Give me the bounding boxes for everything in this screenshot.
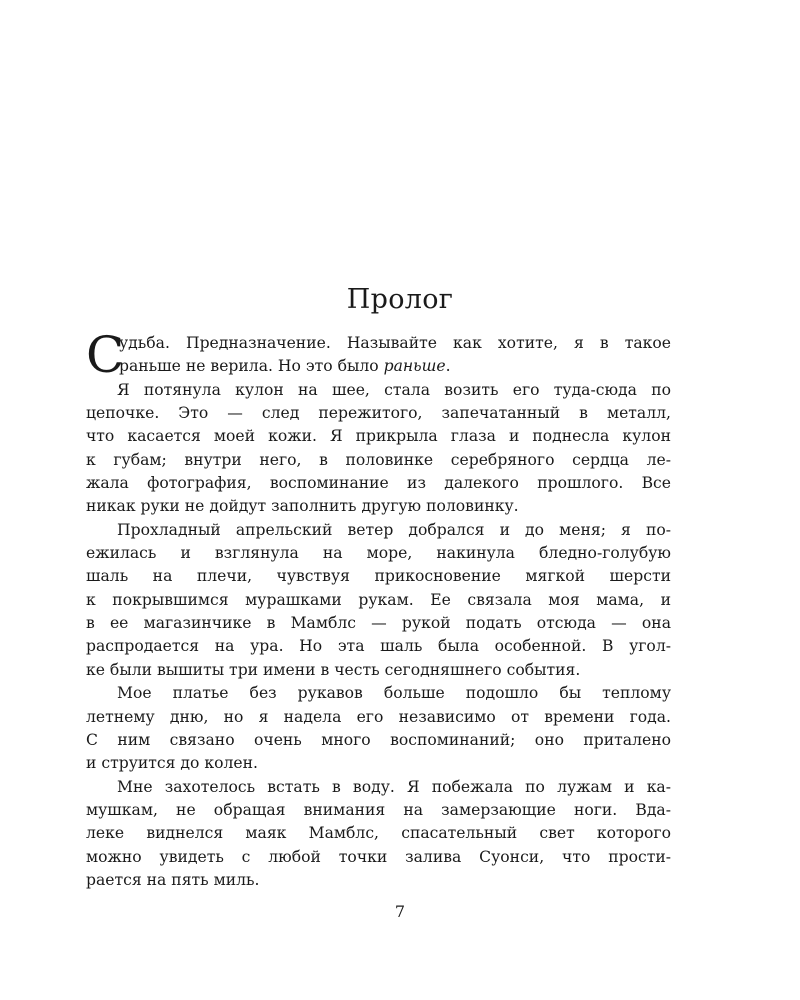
- text-line: Прохладный апрельский ветер добрался и до меня; я по-: [117, 520, 671, 539]
- text-line: леке виднелся маяк Мамблс, спасательный свет которого: [86, 824, 671, 843]
- text-line: жала фотография, воспоминание из далекого прошлого. Все: [86, 474, 671, 493]
- text-line: шаль на плечи, чувствуя прикосновение мягкой шерсти: [86, 567, 671, 586]
- drop-cap: С: [86, 326, 125, 384]
- text-line: в ее магазинчике в Мамблс — рукой подать отсюда — она: [86, 614, 671, 633]
- paragraph: [86, 519, 671, 682]
- text-line: что касается моей кожи. Я прикрыла глаза и поднесла кулон: [86, 427, 671, 446]
- chapter-title: Пролог: [346, 284, 454, 315]
- text-line: и струится до колен.: [86, 754, 258, 773]
- paragraph: [86, 326, 671, 384]
- text-line: [86, 355, 671, 378]
- text-line: можно увидеть с любой точки залива Суонси, что прости-: [86, 847, 671, 866]
- paragraph: [86, 379, 671, 519]
- text-line: Я потянула кулон на шее, стала возить его туда-сюда по: [117, 380, 671, 399]
- text-line: к покрывшимся мурашками рукам. Ее связала моя мама, и: [86, 590, 671, 609]
- text-line: Мне захотелось встать в воду. Я побежала по лужам и ка-: [117, 777, 671, 796]
- text-line: ежилась и взглянула на море, накинула бледно-голубую: [86, 544, 671, 563]
- page-number: 7: [394, 902, 406, 921]
- text-line: летнему дню, но я надела его независимо от времени года.: [86, 707, 671, 726]
- text-line: Мое платье без рукавов больше подошло бы теплому: [117, 684, 671, 703]
- line-text: .: [445, 357, 451, 376]
- chapter-body: [86, 326, 671, 892]
- italic-word: раньше: [383, 357, 446, 376]
- text-line: С ним связано очень много воспоминаний; оно приталено: [86, 730, 671, 749]
- text-line: ке были вышиты три имени в честь сегодняшнего события.: [86, 660, 581, 679]
- line-text: раньше не верила. Но это было: [119, 357, 384, 376]
- paragraph: [86, 682, 671, 775]
- text-line: к губам; внутри него, в половинке серебряного сердца ле-: [86, 450, 671, 469]
- text-line: рается на пять миль.: [86, 870, 260, 889]
- text-line: никак руки не дойдут заполнить другую половинку.: [86, 497, 519, 516]
- text-line: цепочке. Это — след пережитого, запечатанный в металл,: [86, 404, 671, 423]
- text-line: мушкам, не обращая внимания на замерзающие ноги. Вда-: [86, 800, 671, 819]
- paragraph: [86, 776, 671, 893]
- line-text: удьба. Предназначение. Называйте как хотите, я в такое: [119, 334, 671, 352]
- text-line: распродается на ура. Но эта шаль была особенной. В угол-: [86, 637, 671, 656]
